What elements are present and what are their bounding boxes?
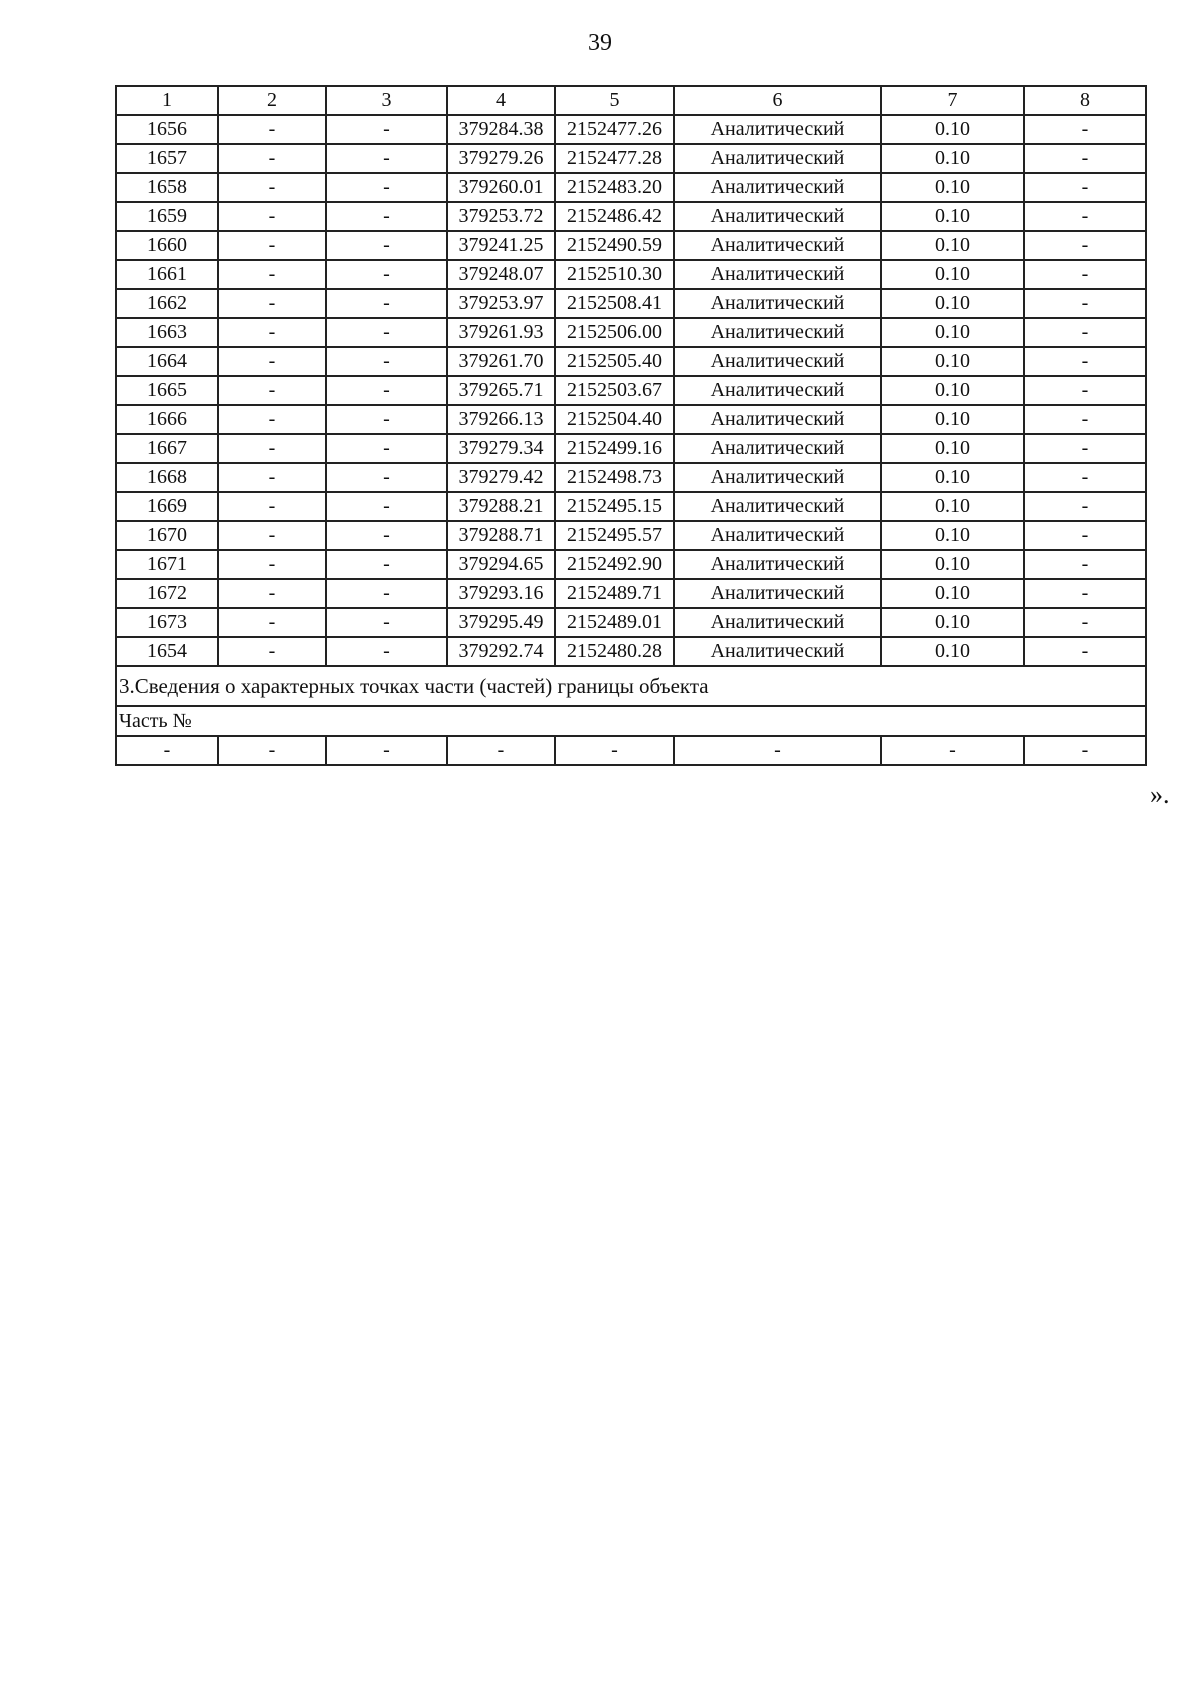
table-row [116, 463, 1146, 492]
table-cell: 2152504.40 [555, 405, 674, 434]
table-cell: 379265.71 [447, 376, 555, 405]
table-cell: 1660 [116, 231, 218, 260]
table-cell: Аналитический [674, 579, 881, 608]
table-cell: - [447, 736, 555, 765]
table-cell: 1670 [116, 521, 218, 550]
table-cell: 379260.01 [447, 173, 555, 202]
table-cell: 1656 [116, 115, 218, 144]
table-row [116, 492, 1146, 521]
part-label-row [116, 706, 1146, 736]
table-cell: - [326, 231, 447, 260]
table-cell: 1654 [116, 637, 218, 666]
table-cell: - [326, 405, 447, 434]
table-cell: 0.10 [881, 608, 1024, 637]
table-cell: 1672 [116, 579, 218, 608]
table-cell: 1658 [116, 173, 218, 202]
header-cell: 1 [116, 86, 218, 115]
table-cell: 0.10 [881, 637, 1024, 666]
table-cell: 379248.07 [447, 260, 555, 289]
table-cell: Аналитический [674, 202, 881, 231]
table-cell: 0.10 [881, 434, 1024, 463]
table-row [116, 405, 1146, 434]
table-cell: - [326, 736, 447, 765]
table-cell: Аналитический [674, 550, 881, 579]
table-cell: - [218, 492, 326, 521]
table-cell: 0.10 [881, 115, 1024, 144]
table-row [116, 202, 1146, 231]
table-cell: 2152505.40 [555, 347, 674, 376]
table-row [116, 231, 1146, 260]
table-cell: Аналитический [674, 231, 881, 260]
table-cell: - [1024, 463, 1146, 492]
table-cell: 379261.93 [447, 318, 555, 347]
table-cell: - [1024, 492, 1146, 521]
table-cell: - [218, 260, 326, 289]
table-cell: 0.10 [881, 289, 1024, 318]
table-cell: - [1024, 434, 1146, 463]
table-row [116, 608, 1146, 637]
table-row [116, 637, 1146, 666]
table-cell: - [1024, 637, 1146, 666]
table-cell: 379266.13 [447, 405, 555, 434]
table-row [116, 289, 1146, 318]
table-cell: 0.10 [881, 376, 1024, 405]
table-cell: - [326, 115, 447, 144]
table-cell: - [326, 202, 447, 231]
table-cell: 0.10 [881, 550, 1024, 579]
table-cell: - [881, 736, 1024, 765]
header-cell: 2 [218, 86, 326, 115]
table-cell: 379253.97 [447, 289, 555, 318]
table-cell: - [218, 376, 326, 405]
table-body [116, 86, 1146, 765]
table-row [116, 521, 1146, 550]
table-cell: - [1024, 347, 1146, 376]
table-cell: 379279.42 [447, 463, 555, 492]
table-cell: 2152480.28 [555, 637, 674, 666]
table-cell: - [326, 579, 447, 608]
table-row [116, 434, 1146, 463]
table-cell: - [674, 736, 881, 765]
table-cell: 0.10 [881, 318, 1024, 347]
header-cell: 4 [447, 86, 555, 115]
table-cell: - [326, 318, 447, 347]
table-cell: - [116, 736, 218, 765]
table-cell: 2152486.42 [555, 202, 674, 231]
table-cell: 2152510.30 [555, 260, 674, 289]
table-cell: 2152477.26 [555, 115, 674, 144]
table-cell: 0.10 [881, 521, 1024, 550]
page-number: 39 [588, 30, 612, 56]
table-cell: - [326, 173, 447, 202]
table-row [116, 347, 1146, 376]
table-cell: - [1024, 376, 1146, 405]
table-cell: - [218, 115, 326, 144]
table-cell: - [218, 347, 326, 376]
table-row [116, 550, 1146, 579]
table-cell: - [218, 202, 326, 231]
table-cell: - [1024, 289, 1146, 318]
header-cell: 7 [881, 86, 1024, 115]
table-cell: - [326, 347, 447, 376]
table-cell: 0.10 [881, 579, 1024, 608]
table-cell: 2152489.01 [555, 608, 674, 637]
table-cell: 379295.49 [447, 608, 555, 637]
table-row [116, 579, 1146, 608]
table-cell: 2152503.67 [555, 376, 674, 405]
table-cell: 2152495.15 [555, 492, 674, 521]
table-cell: 0.10 [881, 405, 1024, 434]
table-cell: 1663 [116, 318, 218, 347]
table-cell: Аналитический [674, 492, 881, 521]
table-cell: 2152495.57 [555, 521, 674, 550]
table-cell: 1673 [116, 608, 218, 637]
table-cell: 2152499.16 [555, 434, 674, 463]
table-cell: - [555, 736, 674, 765]
table-cell: - [218, 550, 326, 579]
table-cell: 0.10 [881, 144, 1024, 173]
table-cell: - [1024, 521, 1146, 550]
table-cell: 0.10 [881, 463, 1024, 492]
table-cell: 379288.71 [447, 521, 555, 550]
table-cell: - [218, 521, 326, 550]
table-row [116, 173, 1146, 202]
table-cell: 0.10 [881, 492, 1024, 521]
table-cell: - [326, 608, 447, 637]
table-cell: Аналитический [674, 347, 881, 376]
table-cell: - [218, 434, 326, 463]
table-row [116, 318, 1146, 347]
table-cell: 379279.26 [447, 144, 555, 173]
header-cell: 5 [555, 86, 674, 115]
table-cell: - [326, 144, 447, 173]
table-cell: - [326, 521, 447, 550]
table-cell: 2152506.00 [555, 318, 674, 347]
table-cell: - [326, 260, 447, 289]
table-cell: 0.10 [881, 260, 1024, 289]
table-cell: Аналитический [674, 637, 881, 666]
table-cell: - [1024, 202, 1146, 231]
table-cell: 1669 [116, 492, 218, 521]
table-cell: 2152508.41 [555, 289, 674, 318]
table-cell: Аналитический [674, 173, 881, 202]
table-cell: - [218, 736, 326, 765]
part-label: Часть № [116, 706, 1146, 736]
table-cell: - [326, 550, 447, 579]
table-cell: - [1024, 231, 1146, 260]
table-cell: 2152490.59 [555, 231, 674, 260]
table-cell: 2152492.90 [555, 550, 674, 579]
table-cell: 0.10 [881, 231, 1024, 260]
table-cell: - [1024, 405, 1146, 434]
table-cell: 2152477.28 [555, 144, 674, 173]
table-cell: Аналитический [674, 289, 881, 318]
table-cell: - [326, 463, 447, 492]
table-row [116, 144, 1146, 173]
table-cell: 379288.21 [447, 492, 555, 521]
table-cell: 379284.38 [447, 115, 555, 144]
table-cell: Аналитический [674, 144, 881, 173]
table-row [116, 376, 1146, 405]
table-cell: - [218, 608, 326, 637]
table-cell: 1671 [116, 550, 218, 579]
table-cell: 1667 [116, 434, 218, 463]
table-cell: - [1024, 736, 1146, 765]
table-cell: 1664 [116, 347, 218, 376]
section-title: 3.Сведения о характерных точках части (частей) границы объекта [116, 666, 1146, 706]
header-cell: 3 [326, 86, 447, 115]
table-cell: - [218, 579, 326, 608]
empty-part-row [116, 736, 1146, 765]
table-cell: 1665 [116, 376, 218, 405]
closing-quote: ». [1150, 780, 1170, 809]
table-cell: - [218, 405, 326, 434]
table-cell: 0.10 [881, 202, 1024, 231]
table-cell: 2152483.20 [555, 173, 674, 202]
table-cell: 1662 [116, 289, 218, 318]
table-cell: - [1024, 173, 1146, 202]
table-cell: Аналитический [674, 434, 881, 463]
table-row [116, 260, 1146, 289]
table-cell: - [1024, 260, 1146, 289]
table-cell: - [218, 173, 326, 202]
table-cell: 0.10 [881, 347, 1024, 376]
header-cell: 6 [674, 86, 881, 115]
table-cell: - [326, 376, 447, 405]
table-cell: Аналитический [674, 260, 881, 289]
table-cell: 2152498.73 [555, 463, 674, 492]
header-row [116, 86, 1146, 115]
table-cell: 379241.25 [447, 231, 555, 260]
table-cell: 379253.72 [447, 202, 555, 231]
table-cell: - [218, 463, 326, 492]
table-cell: 379292.74 [447, 637, 555, 666]
table-cell: - [218, 231, 326, 260]
table-cell: - [218, 637, 326, 666]
table-cell: - [1024, 550, 1146, 579]
table-cell: - [1024, 318, 1146, 347]
table-cell: - [326, 289, 447, 318]
table-cell: - [218, 318, 326, 347]
table-cell: 379293.16 [447, 579, 555, 608]
table-cell: 379279.34 [447, 434, 555, 463]
table-cell: 379294.65 [447, 550, 555, 579]
table-cell: Аналитический [674, 318, 881, 347]
table-cell: - [326, 434, 447, 463]
table-cell: - [218, 289, 326, 318]
table-cell: Аналитический [674, 115, 881, 144]
table-cell: Аналитический [674, 521, 881, 550]
table-cell: Аналитический [674, 463, 881, 492]
table-cell: 379261.70 [447, 347, 555, 376]
coordinates-table [115, 85, 1147, 766]
table-cell: 1659 [116, 202, 218, 231]
table-cell: - [218, 144, 326, 173]
table-cell: Аналитический [674, 608, 881, 637]
table-cell: 0.10 [881, 173, 1024, 202]
table-cell: 1661 [116, 260, 218, 289]
table-cell: 1666 [116, 405, 218, 434]
table-cell: 1668 [116, 463, 218, 492]
table-cell: 1657 [116, 144, 218, 173]
table-cell: - [1024, 608, 1146, 637]
header-cell: 8 [1024, 86, 1146, 115]
table-cell: - [1024, 579, 1146, 608]
table-cell: 2152489.71 [555, 579, 674, 608]
table-cell: - [326, 492, 447, 521]
section-title-row [116, 666, 1146, 706]
table-cell: Аналитический [674, 376, 881, 405]
table-cell: - [1024, 144, 1146, 173]
table-cell: - [326, 637, 447, 666]
table-cell: - [1024, 115, 1146, 144]
table-row [116, 115, 1146, 144]
table-cell: Аналитический [674, 405, 881, 434]
